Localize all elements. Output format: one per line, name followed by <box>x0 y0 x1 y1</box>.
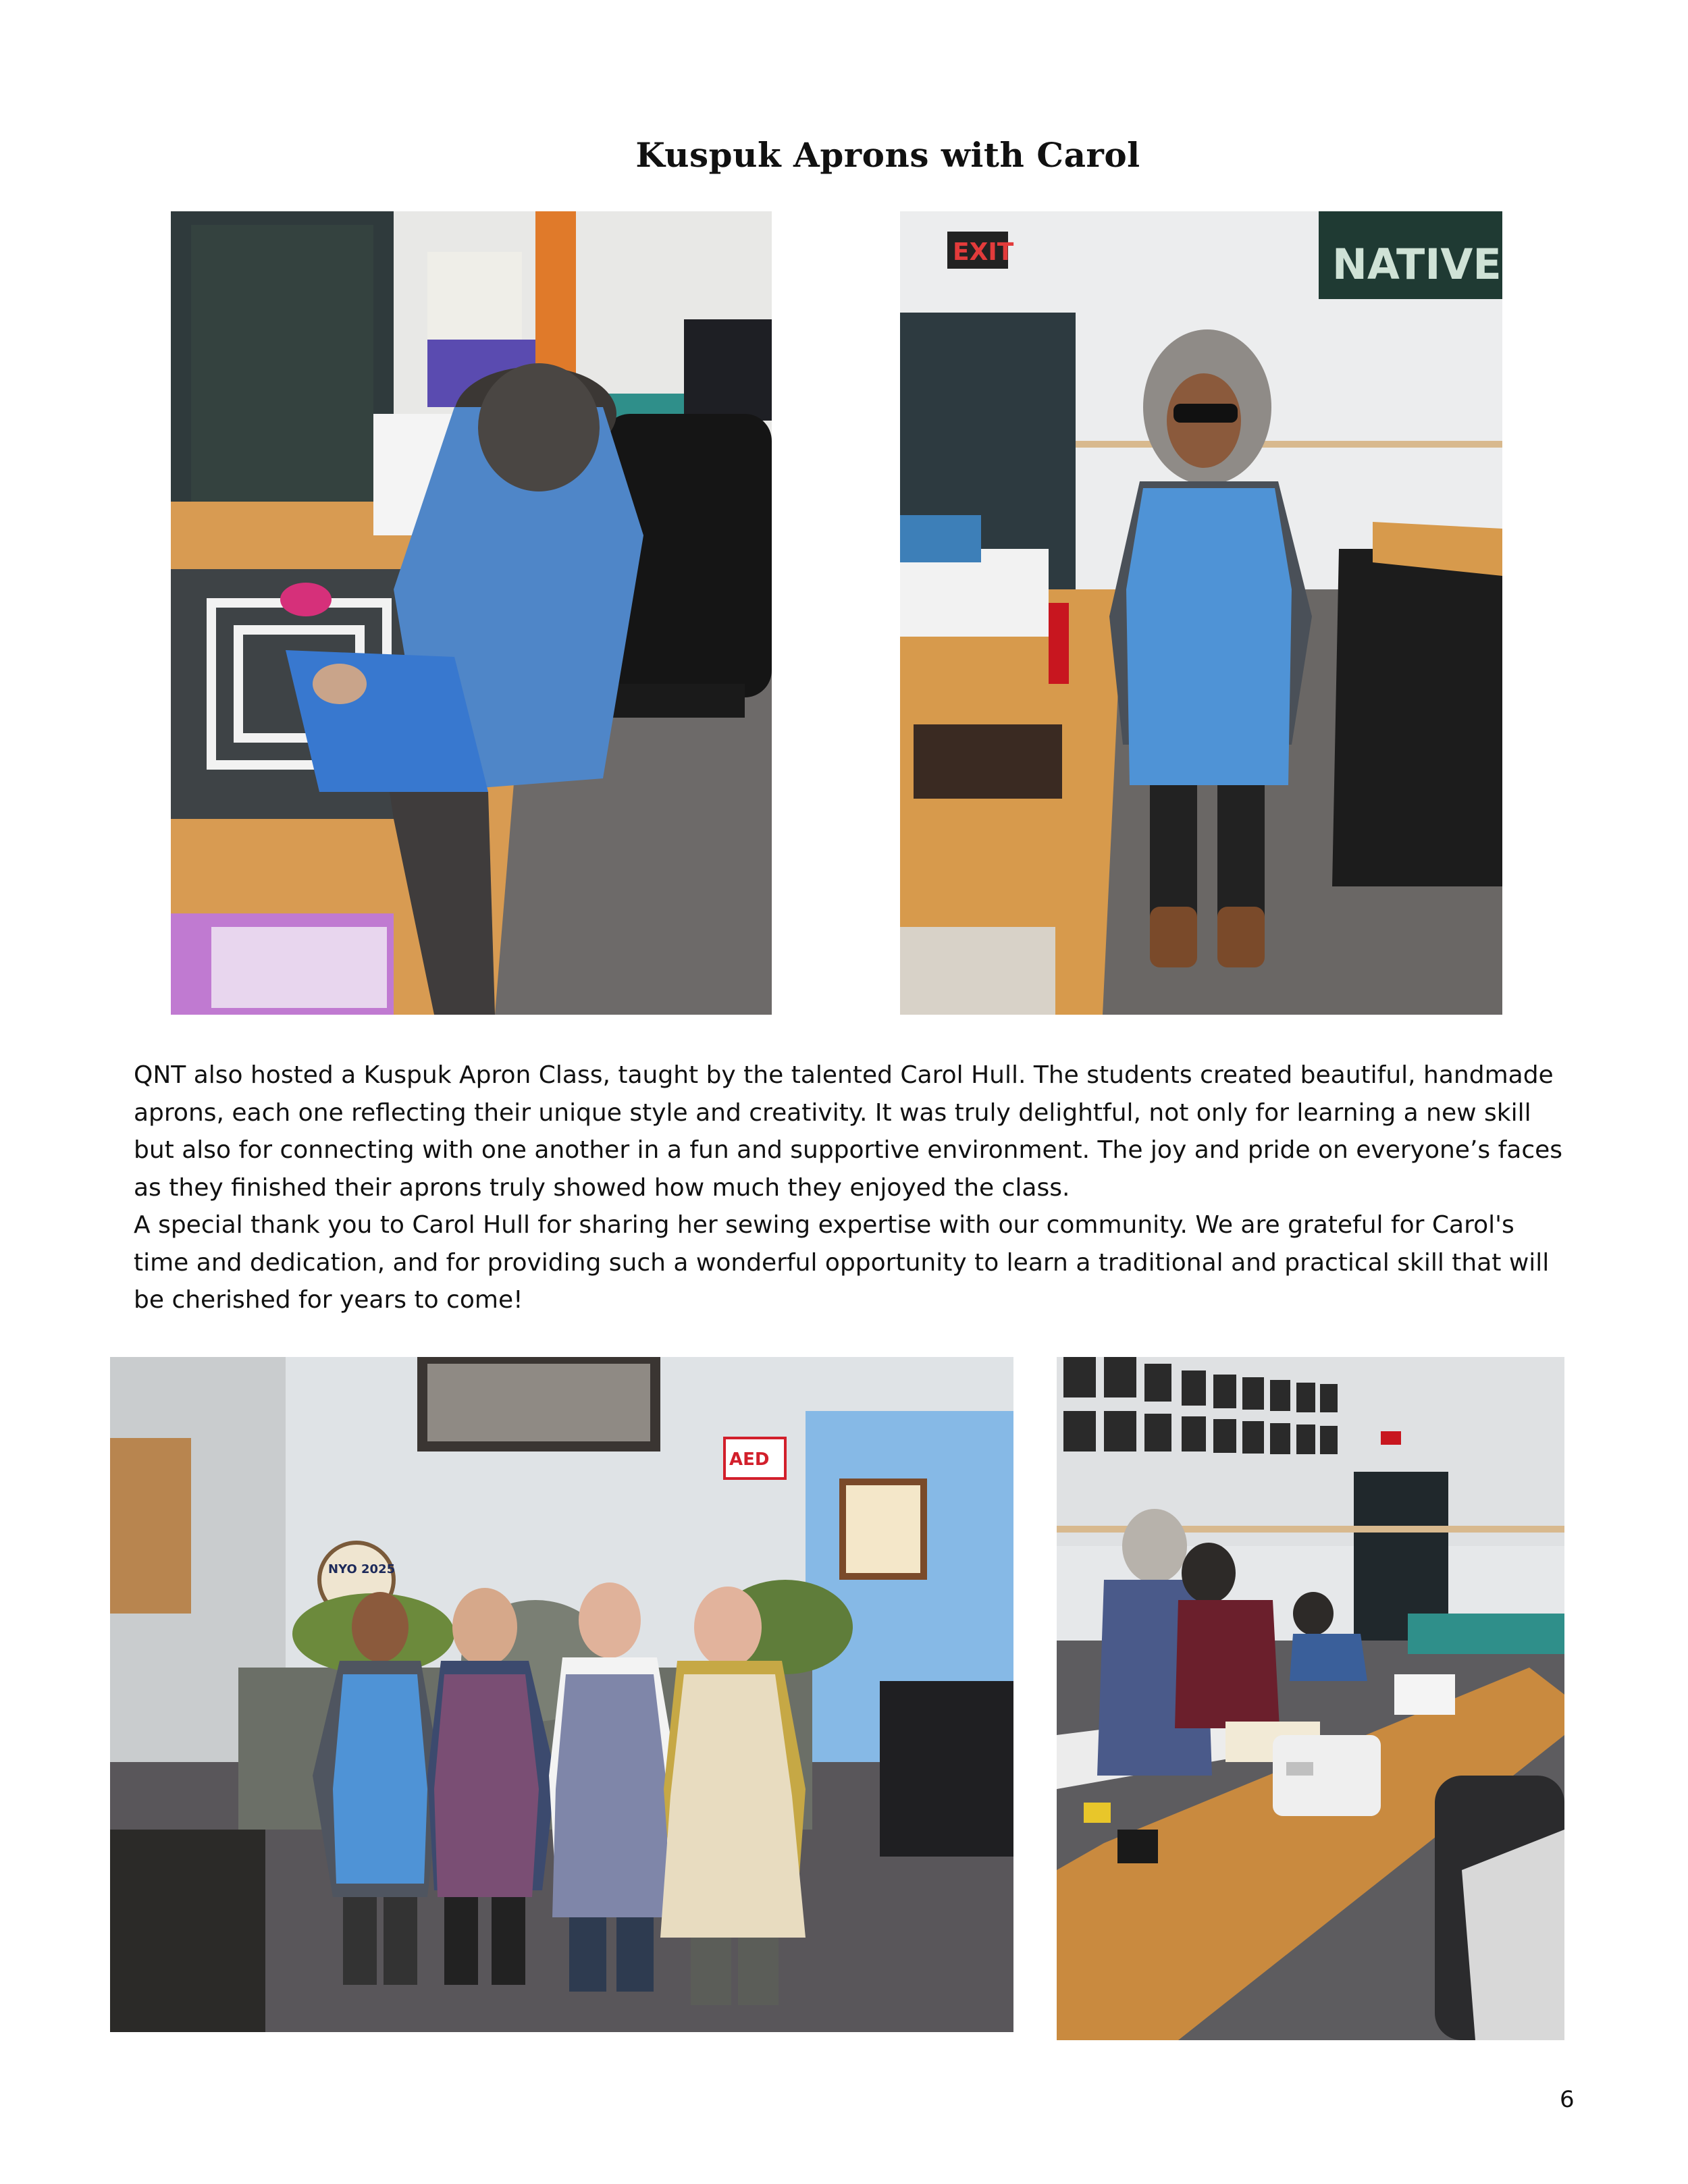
page-number: 6 <box>1560 2086 1575 2113</box>
photo-sewing-classroom <box>1057 1357 1564 2040</box>
photo-woman-sewing <box>171 211 772 1015</box>
page-title: Kuspuk Aprons with Carol <box>635 135 1140 175</box>
nyo-badge-text: NYO 2025 <box>328 1562 396 1576</box>
aed-sign-text: AED <box>729 1449 770 1470</box>
photo-woman-in-apron <box>900 211 1502 1015</box>
article-paragraph-2: A special thank you to Carol Hull for sharing her sewing expertise with our community. We are grateful for Carol's time and dedication, and for providing such a wonderful opportunity to learn a traditional and practical skill that will be cherished for years to come! <box>134 1211 1550 1314</box>
native-sign-text: NATIVE <box>1332 240 1502 289</box>
article-paragraph-1: QNT also hosted a Kuspuk Apron Class, taught by the talented Carol Hull. The students created beautiful, handmade aprons, each one reflecting their unique style and creativity. It was truly delightful, not only for learning a new skill but also for connecting with one another in a fun and supportive environment. The joy and pride on everyone’s faces as they finished their aprons truly showed how much they enjoyed the class. <box>134 1061 1563 1202</box>
photo-group-in-aprons <box>110 1357 1013 2032</box>
exit-sign-text: EXIT <box>953 238 1014 266</box>
article-body <box>134 1057 1565 1319</box>
